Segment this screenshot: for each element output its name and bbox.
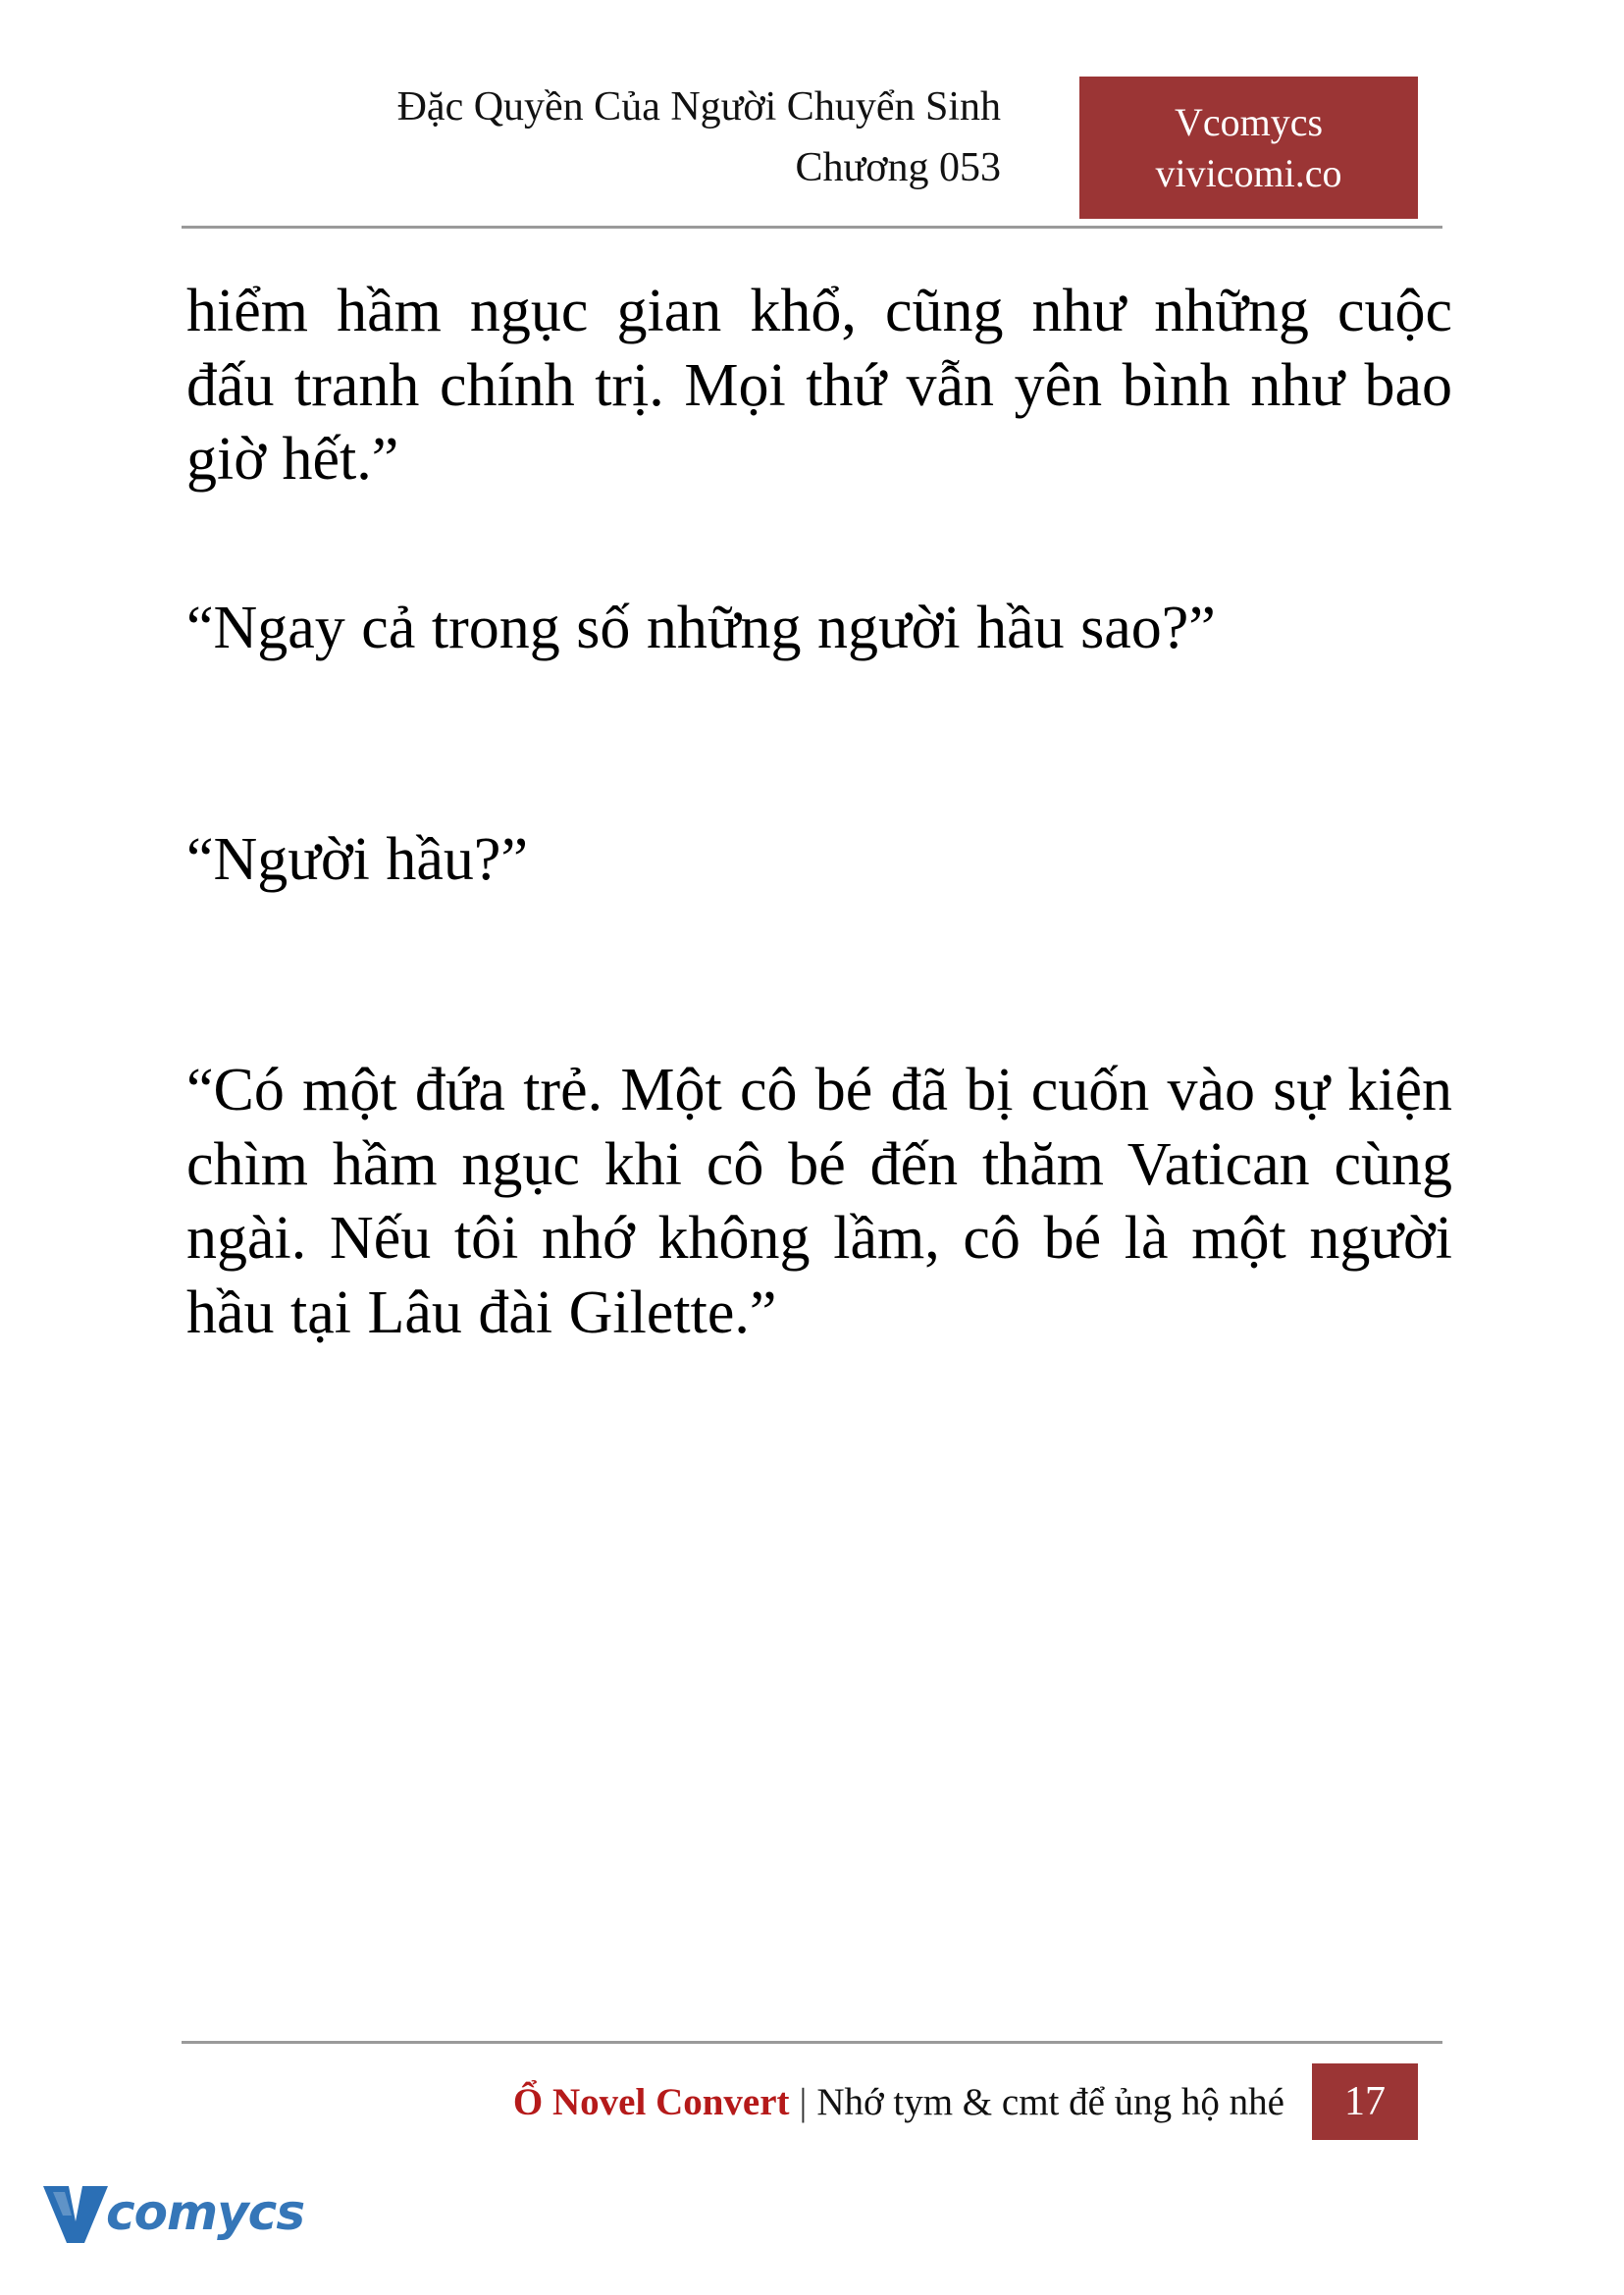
page-content [186,275,1452,1351]
page-number: 17 [1312,2063,1418,2140]
site-badge [1079,77,1418,219]
paragraph: “Người hầu?” [186,825,528,893]
paragraph: “Có một đứa trẻ. Một cô bé đã bị cuốn vào sự kiện chìm hầm ngục khi cô bé đến thăm Vatican cùng ngài. Nếu tôi nhớ không lầm, cô bé là một người hầu tại Lâu đài Gilette.” [186,1057,1452,1346]
watermark-text: comycs [106,2184,305,2241]
footer-separator: | [799,2080,808,2123]
site-badge-url: vivicomi.co [1155,150,1342,195]
chapter-label: Chương 053 [795,145,1001,190]
header-divider [182,226,1442,229]
paragraph: “Ngay cả trong số những người hầu sao?” [186,594,1216,661]
vcomycs-watermark [39,2159,305,2267]
page-footer [182,2041,1442,2159]
footer-credit [513,2080,1284,2124]
footer-line [182,2062,1442,2141]
footer-brand: Ổ Novel Convert [512,2080,790,2123]
v-logo-icon [39,2176,112,2249]
footer-divider [182,2041,1442,2044]
footer-note: Nhớ tym & cmt để ủng hộ nhé [816,2080,1284,2123]
paragraph: hiểm hầm ngục gian khổ, cũng như những cuộc đấu tranh chính trị. Mọi thứ vẫn yên bình như bao giờ hết.” [186,278,1452,494]
page-header [182,77,1442,234]
book-title: Đặc Quyền Của Người Chuyển Sinh [396,84,1001,130]
site-badge-name: Vcomycs [1174,99,1324,144]
